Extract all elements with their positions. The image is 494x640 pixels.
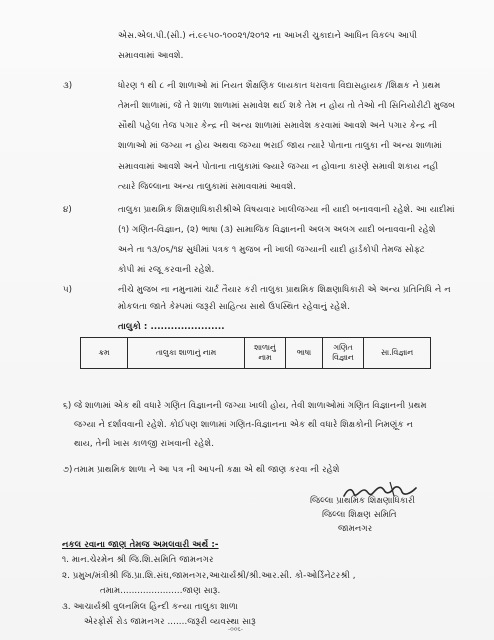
text-line: સમાવવામાં આવશે.	[118, 51, 184, 61]
text-line: તમામ પ્રાથમિક શાળા ને આ પત્ર ની આપની કક્ષા એ થી જાણ કરવા ની રહેશે	[74, 465, 340, 475]
table-header-cell: ક્રમ	[81, 338, 128, 369]
text-line: એસ.એલ.પી.(સી.) નં.૯૯૫૦-૧૦૦૨૧/૨૦૧૨ ના આખરી ચુકાદાને આધિન વિકલ્પ આપી	[118, 31, 418, 41]
item-number: ૩)	[63, 81, 73, 91]
text-line: સૌથી પહેલા તેજ પગાર કેન્દ્ર ની અન્ય શાળામાં સમાવેશ કરવામાં આવશે અને પગાર કેન્દ્ર ની	[118, 121, 438, 131]
signatory-city: જામનગર	[338, 524, 373, 534]
text-line: તેમની શાળામાં, જે તે શાળા શાળામાં સમાવેશ થઈ શકે તેમ ન હોય તો તેઓ ની સિનિયોરીટી મુજબ	[118, 101, 456, 111]
text-line: કોપી માં રજૂ કરવાની રહેશે.	[118, 265, 215, 275]
signatory-title: જિલ્લા પ્રાથમિક શિક્ષણાધિકારી	[310, 496, 416, 506]
table-header-cell: શાળાનું નામ	[245, 338, 286, 369]
table-header-cell: ભાષા	[286, 338, 323, 369]
text-line: જે શાળામાં એક થી વધારે ગણિત વિજ્ઞાનની જગ્યા ખાલી હોય, તેવી શાળાઓમાં ગણિત વિજ્ઞાનની પ્રથમ	[74, 401, 427, 411]
text-line: મોકલતા જાતે કેમ્પમાં જરૂરી સાહિત્ય સાથે ઉપસ્થિત રહેવાનું રહેશે.	[118, 302, 351, 312]
item-number: ૭)	[63, 465, 73, 475]
table-header-cell: તાલુકા શાળાનું નામ	[128, 338, 245, 369]
table-header-cell: ગણિત વિજ્ઞાન	[323, 338, 364, 369]
copy-item: ૨. પ્રમુખ/મંત્રીશ્રી જિ.પ્રા.શિ.સંઘ,જામનગર,આચાર્યશ્રી/શ્રી.આર.સી. કો-ઓર્ડિનેટરશ્રી ,	[62, 571, 356, 581]
copy-item: ૧. માન.ચેરમેન શ્રી જિ.શિ.સમિતિ જામનગર	[62, 555, 214, 565]
text-line: નીચે મુજબ ના નમુનામાં ચાર્ટ તૈયાર કરી તાલુકા પ્રાથમિક શિક્ષણાધિકારી એ અન્ય પ્રતિનિધિ ને ન	[118, 285, 451, 295]
table-header-row	[81, 338, 431, 369]
item-number: ૫)	[63, 285, 72, 295]
copy-item: તમામ......................જાણ સારૂ.	[100, 586, 221, 596]
text-line: થાય, તેની ખાસ કાળજી રાખવાની રહેશે.	[74, 439, 215, 449]
item-number: ૪)	[63, 205, 72, 215]
vacancy-table	[80, 337, 431, 369]
signatory-office: જિલ્લા શિક્ષણ સમિતિ	[322, 510, 397, 520]
item-number: ૬)	[63, 401, 72, 411]
table-header-cell: સા.વિજ્ઞાન	[364, 338, 431, 369]
copy-item: એરફોર્સ રોડ જામનગર .......જરૂરી વ્યવસ્થા સારૂ	[84, 617, 256, 627]
text-line: ત્યારે જિલ્લાના અન્ય તાલુકામાં સમાવવામાં આવશે.	[118, 182, 297, 192]
taluka-field: તાલુકો : ......................	[118, 322, 225, 332]
text-line: શાળાઓ માં જગ્યા ન હોય અથવા જગ્યા ભરાઈ જાય ત્યારે પોતાના તાલુકા ની અન્ય શાળામાં	[118, 141, 442, 151]
text-line: તાલુકા પ્રાથમિક શિક્ષણાધિકારીશ્રીએ વિષયવાર ખાલીજગ્યા ની યાદી બનાવવાની રહેશે. આ યાદીમાં	[118, 205, 455, 215]
text-line: જગ્યા ને દર્શાવવાની રહેશે. કોઈપણ શાળામાં ગણિત-વિજ્ઞાનના એક થી વધારે શિક્ષકોની નિમણૂંક ન	[74, 420, 414, 430]
copies-heading: નકલ રવાના જાણ તેમજ અમલવારી અર્થે :-	[62, 540, 219, 550]
text-line: અને તા ૧૩/૦૬/૧૪ સુધીમાં પત્રક ૧ મુજબ ની ખાલી જગ્યાની યાદી હાર્ડકોપી તેમજ સોફ્ટ	[118, 245, 425, 255]
text-line: ધોરણ ૧ થી ૮ ની શાળાઓ માં નિયત શૈક્ષણિક લાયકાત ધરાવતા વિદ્યાસહાયક /શિક્ષક ને પ્રથમ	[118, 81, 441, 91]
text-line: (૧) ગણિત-વિજ્ઞાન, (૨) ભાષા (૩) સામાજિક વિજ્ઞાનની અલગ અલગ યાદી બનાવવાની રહેશે	[118, 225, 436, 235]
text-line: સમાવવામાં આવશે અને પોતાના તાલુકામાં જ્યારે જગ્યા ન હોવાના કારણે સમાવી શકાય નહી	[118, 162, 439, 172]
copy-item: ૩. આચાર્યશ્રી વુલનમિલ હિન્દી કન્યા તાલુકા શાળા	[62, 602, 238, 612]
page-footer: -૦૦૬-	[228, 626, 243, 633]
